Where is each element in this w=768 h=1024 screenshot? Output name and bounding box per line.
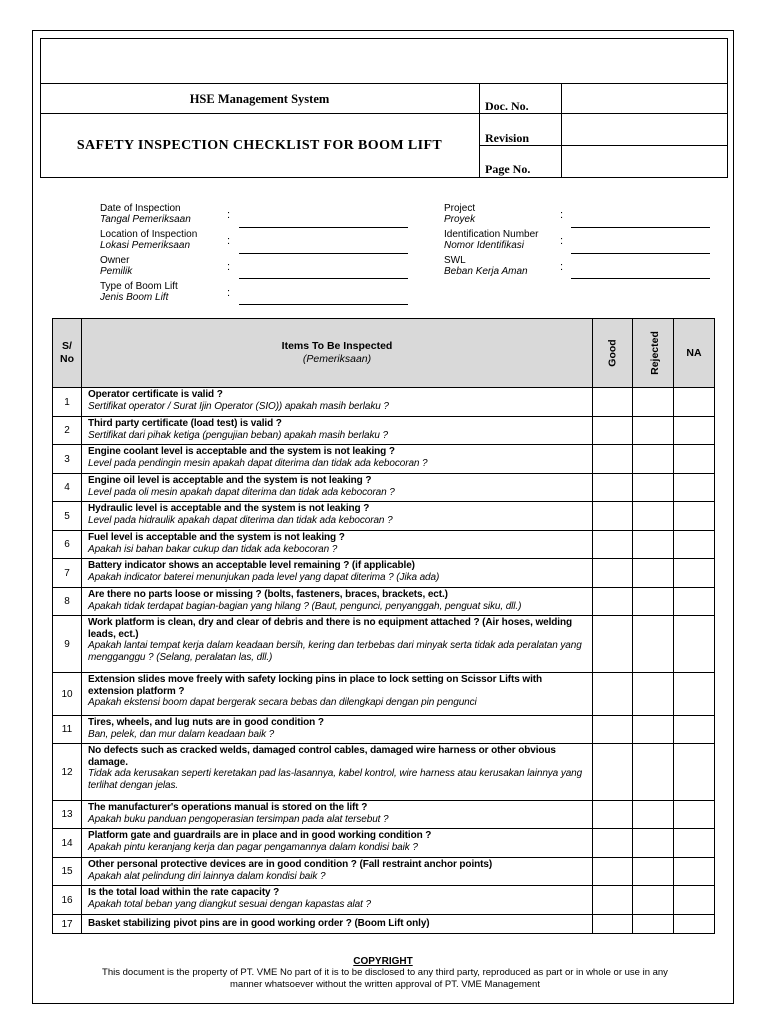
item-cell [82, 744, 593, 801]
location-of-inspection-label: Location of Inspection Lokasi Pemeriksaan [100, 229, 198, 251]
table-row [53, 417, 715, 445]
table-row [53, 716, 715, 744]
item-cell [82, 829, 593, 858]
table-row [53, 388, 715, 417]
item-cell [82, 531, 593, 559]
table-row [53, 502, 715, 531]
rejected-check-cell[interactable] [633, 673, 674, 716]
na-check-cell[interactable] [674, 588, 715, 616]
owner-field[interactable] [239, 278, 408, 279]
item-en: Basket stabilizing pivot pins are in good working order ? (Boom Lift only) [88, 918, 430, 930]
project-label: Project Proyek [444, 203, 476, 225]
good-check-cell[interactable] [593, 445, 633, 474]
doc-no-label: Doc. No. [485, 99, 529, 113]
na-check-cell[interactable] [674, 417, 715, 445]
table-row [53, 801, 715, 829]
table-row [53, 588, 715, 616]
col-header-rejected [633, 319, 674, 388]
item-id: Level pada hidraulik apakah dapat diterima dan tidak ada kebocoran ? [88, 514, 393, 526]
item-cell [82, 616, 593, 673]
item-en: No defects such as cracked welds, damaged control cables, damaged wire harness or other obvious damage. [88, 745, 556, 768]
table-row [53, 829, 715, 858]
revision-label: Revision [485, 131, 530, 145]
row-number: 17 [53, 915, 82, 934]
row-number: 5 [53, 502, 82, 531]
good-check-cell[interactable] [593, 716, 633, 744]
good-check-cell[interactable] [593, 502, 633, 531]
item-cell [82, 716, 593, 744]
good-check-cell[interactable] [593, 915, 633, 934]
colon: : [227, 235, 231, 247]
row-number: 13 [53, 801, 82, 829]
col-header-sno-label: S/ No [60, 340, 74, 365]
rejected-check-cell[interactable] [633, 744, 674, 801]
na-check-cell[interactable] [674, 886, 715, 915]
row-number: 8 [53, 588, 82, 616]
table-row [53, 559, 715, 588]
item-en: Are there no parts loose or missing ? (bolts, fasteners, braces, brackets, ect.) [88, 589, 448, 600]
col-header-na [674, 319, 715, 388]
colon: : [560, 209, 564, 221]
table-row [53, 616, 715, 673]
row-number: 4 [53, 474, 82, 502]
rejected-check-cell[interactable] [633, 886, 674, 915]
rejected-check-cell[interactable] [633, 829, 674, 858]
na-check-cell[interactable] [674, 673, 715, 716]
item-cell [82, 502, 593, 531]
table-row [53, 744, 715, 801]
rejected-check-cell[interactable] [633, 801, 674, 829]
item-id: Apakah alat pelindung diri lainnya dalam kondisi baik ? [88, 870, 326, 882]
na-check-cell[interactable] [674, 616, 715, 673]
rejected-check-cell[interactable] [633, 616, 674, 673]
item-en: Engine coolant level is acceptable and the system is not leaking ? [88, 446, 395, 457]
item-cell [82, 801, 593, 829]
item-en: Work platform is clean, dry and clear of debris and there is no equipment attached ? (Air hoses, welding leads, ect.) [88, 617, 572, 640]
item-id: Apakah buku panduan pengoperasian tersimpan pada alat tersebut ? [88, 813, 389, 825]
row-number: 9 [53, 616, 82, 673]
na-check-cell[interactable] [674, 388, 715, 417]
item-en: Hydraulic level is acceptable and the system is not leaking ? [88, 503, 370, 514]
na-check-cell[interactable] [674, 502, 715, 531]
row-number: 12 [53, 744, 82, 801]
location-of-inspection-field[interactable] [239, 253, 408, 254]
na-check-cell[interactable] [674, 474, 715, 502]
document-title: SAFETY INSPECTION CHECKLIST FOR BOOM LIFT [76, 138, 443, 153]
item-en: Third party certificate (load test) is valid ? [88, 418, 282, 429]
item-id: Tidak ada kerusakan seperti keretakan pad las-lasannya, kabel kontrol, wire harness atau kerusakan lainnya yang terlihat dengan jelas. [88, 768, 583, 791]
item-id: Sertifikat operator / Surat Ijin Operator (SIO)) apakah masih berlaku ? [88, 400, 389, 412]
item-cell [82, 388, 593, 417]
item-en: Extension slides move freely with safety locking pins in place to lock setting on Scissor Lifts with extension platform ? [88, 674, 542, 697]
rejected-check-cell[interactable] [633, 915, 674, 934]
copyright-heading: COPYRIGHT [353, 956, 413, 967]
row-number: 3 [53, 445, 82, 474]
good-check-cell[interactable] [593, 474, 633, 502]
good-check-cell[interactable] [593, 858, 633, 886]
item-en: Is the total load within the rate capacity ? [88, 887, 280, 898]
row-number: 14 [53, 829, 82, 858]
row-number: 15 [53, 858, 82, 886]
item-cell [82, 673, 593, 716]
rejected-check-cell[interactable] [633, 417, 674, 445]
rejected-check-cell[interactable] [633, 716, 674, 744]
col-header-good [593, 319, 633, 388]
item-cell [82, 858, 593, 886]
rejected-check-cell[interactable] [633, 858, 674, 886]
table-row [53, 886, 715, 915]
item-cell [82, 559, 593, 588]
rejected-check-cell[interactable] [633, 531, 674, 559]
item-id: Level pada oli mesin apakah dapat diterima dan tidak ada kebocoran ? [88, 486, 395, 498]
type-of-boom-lift-label: Type of Boom Lift Jenis Boom Lift [100, 281, 178, 303]
item-en: Fuel level is acceptable and the system is not leaking ? [88, 532, 345, 543]
item-id: Apakah isi bahan bakar cukup dan tidak ada kebocoran ? [88, 543, 338, 555]
table-row [53, 858, 715, 886]
date-of-inspection-field[interactable] [239, 227, 408, 228]
colon: : [560, 261, 564, 273]
row-number: 16 [53, 886, 82, 915]
col-header-good-label: Good [606, 339, 619, 367]
rejected-check-cell[interactable] [633, 588, 674, 616]
identification-number-label: Identification Number Nomor Identifikasi [444, 229, 539, 251]
table-row [53, 445, 715, 474]
good-check-cell[interactable] [593, 673, 633, 716]
row-number: 10 [53, 673, 82, 716]
type-of-boom-lift-field[interactable] [239, 304, 408, 305]
page-no-label: Page No. [485, 162, 531, 176]
row-number: 11 [53, 716, 82, 744]
inspection-checklist-table [52, 318, 715, 934]
good-check-cell[interactable] [593, 559, 633, 588]
item-id: Apakah ekstensi boom dapat bergerak secara bebas dan dilengkapi dengan pin pengunci [88, 697, 477, 708]
item-cell [82, 474, 593, 502]
page-no-field[interactable] [562, 146, 727, 177]
good-check-cell[interactable] [593, 588, 633, 616]
colon: : [560, 235, 564, 247]
good-check-cell[interactable] [593, 744, 633, 801]
owner-label: Owner Pemilik [100, 255, 133, 277]
col-header-sno [53, 319, 82, 388]
colon: : [227, 209, 231, 221]
na-check-cell[interactable] [674, 858, 715, 886]
item-en: Operator certificate is valid ? [88, 389, 223, 400]
item-en: Battery indicator shows an acceptable level remaining ? (if applicable) [88, 560, 415, 571]
good-check-cell[interactable] [593, 829, 633, 858]
revision-field[interactable] [562, 114, 727, 145]
na-check-cell[interactable] [674, 531, 715, 559]
row-number: 7 [53, 559, 82, 588]
col-header-items [82, 319, 593, 388]
item-cell [82, 886, 593, 915]
na-check-cell[interactable] [674, 829, 715, 858]
item-en: Other personal protective devices are in good condition ? (Fall restraint anchor points) [88, 859, 493, 870]
rejected-check-cell[interactable] [633, 559, 674, 588]
good-check-cell[interactable] [593, 886, 633, 915]
swl-field[interactable] [571, 278, 710, 279]
good-check-cell[interactable] [593, 531, 633, 559]
na-check-cell[interactable] [674, 716, 715, 744]
doc-no-field[interactable] [562, 84, 727, 113]
item-cell [82, 445, 593, 474]
rejected-check-cell[interactable] [633, 445, 674, 474]
col-header-items-label: Items To Be Inspected [281, 340, 393, 352]
rejected-check-cell[interactable] [633, 502, 674, 531]
item-id: Apakah total beban yang diangkut sesuai dengan kapastas alat ? [88, 898, 371, 910]
row-number: 1 [53, 388, 82, 417]
identification-number-field[interactable] [571, 253, 710, 254]
colon: : [227, 287, 231, 299]
item-en: Tires, wheels, and lug nuts are in good condition ? [88, 717, 324, 728]
item-id: Apakah pintu keranjang kerja dan pagar pengamannya dalam kondisi baik ? [88, 841, 418, 853]
project-field[interactable] [571, 227, 710, 228]
table-row [53, 474, 715, 502]
item-id: Apakah tidak terdapat bagian-bagian yang hilang ? (Baut, pengunci, penyanggah, penguat siku, dll.) [88, 600, 522, 612]
table-row [53, 915, 715, 934]
item-en: Platform gate and guardrails are in place and in good working condition ? [88, 830, 432, 841]
item-id: Apakah indicator baterei menunjukan pada level yang dapat diterima ? (Jika ada) [88, 571, 440, 583]
item-id: Apakah lantai tempat kerja dalam keadaan bersih, kering dan terbebas dari minyak serta tidak ada peralatan yang mengganggu ? (Selang, peralatan las, dll.) [88, 640, 582, 663]
good-check-cell[interactable] [593, 801, 633, 829]
header-divider [479, 83, 480, 178]
na-check-cell[interactable] [674, 559, 715, 588]
item-id: Sertifikat dari pihak ketiga (pengujian beban) apakah masih berlaku ? [88, 429, 388, 441]
item-cell [82, 417, 593, 445]
col-header-na-label: NA [686, 347, 702, 359]
table-header-row [53, 319, 715, 388]
item-en: Engine oil level is acceptable and the system is not leaking ? [88, 475, 372, 486]
na-check-cell[interactable] [674, 445, 715, 474]
rejected-check-cell[interactable] [633, 474, 674, 502]
item-id: Ban, pelek, dan mur dalam keadaan baik ? [88, 728, 275, 740]
item-cell [82, 588, 593, 616]
good-check-cell[interactable] [593, 616, 633, 673]
row-number: 2 [53, 417, 82, 445]
na-check-cell[interactable] [674, 915, 715, 934]
good-check-cell[interactable] [593, 388, 633, 417]
item-cell [82, 915, 593, 934]
na-check-cell[interactable] [674, 801, 715, 829]
row-number: 6 [53, 531, 82, 559]
system-name: HSE Management System [189, 92, 330, 106]
date-of-inspection-label: Date of Inspection Tangal Pemeriksaan [100, 203, 191, 225]
col-header-items-sublabel: (Pemeriksaan) [302, 353, 372, 365]
item-en: The manufacturer's operations manual is stored on the lift ? [88, 802, 368, 813]
colon: : [227, 261, 231, 273]
swl-label: SWL Beban Kerja Aman [444, 255, 528, 277]
col-header-rejected-label: Rejected [648, 331, 661, 375]
rejected-check-cell[interactable] [633, 388, 674, 417]
table-row [53, 673, 715, 716]
table-row [53, 531, 715, 559]
good-check-cell[interactable] [593, 417, 633, 445]
item-id: Level pada pendingin mesin apakah dapat diterima dan tidak ada kebocoran ? [88, 457, 428, 469]
copyright-notice: This document is the property of PT. VME No part of it is to be disclosed to any third party, reproduced as part or in whole or use in any manner whatsoever without the written approval of PT. VME Management [102, 967, 668, 990]
na-check-cell[interactable] [674, 744, 715, 801]
